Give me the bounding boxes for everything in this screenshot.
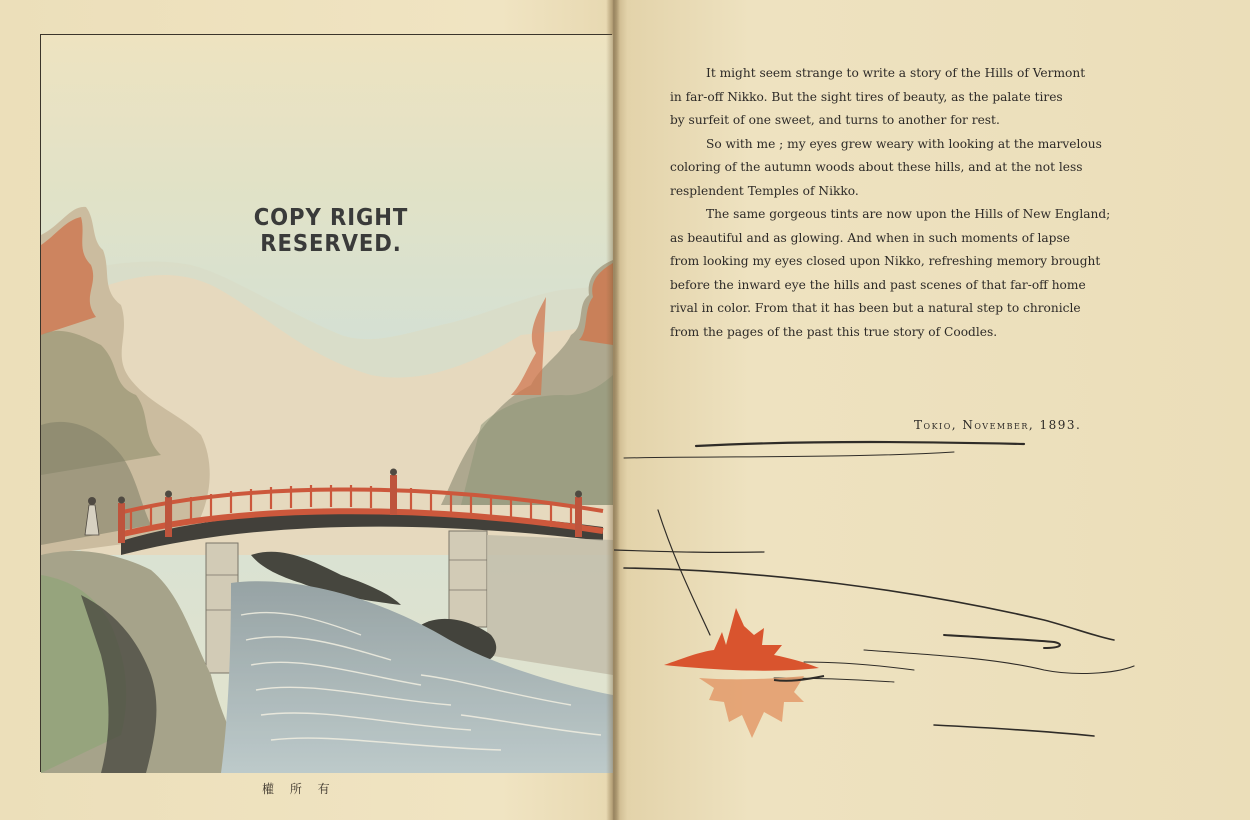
preface-paragraph-1: [670, 62, 1170, 133]
preface-paragraph-3: [670, 203, 1170, 344]
maple-leaf-icon: [664, 608, 819, 671]
left-page: [0, 0, 612, 820]
signature-dateline: Tokio, November, 1893.: [914, 418, 1082, 432]
text-line: from looking my eyes closed upon Nikko, refreshing memory brought: [670, 254, 1101, 268]
text-line: The same gorgeous tints are now upon the Hills of New England;: [706, 207, 1111, 221]
text-line: from the pages of the past this true story of Coodles.: [670, 324, 998, 339]
illustration-frame: [40, 34, 612, 772]
text-line: coloring of the autumn woods about these hills, and at the not less: [670, 160, 1083, 174]
text-line: resplendent Temples of Nikko.: [670, 183, 859, 198]
preface-text: [670, 62, 1170, 344]
preface-paragraph-2: [670, 133, 1170, 204]
shinkyo-bridge-illustration: [41, 35, 613, 773]
text-line: before the inward eye the hills and past scenes of that far-off home: [670, 277, 1086, 292]
text-line: by surfeit of one sweet, and turns to another for rest.: [670, 113, 1000, 127]
text-line: as beautiful and as glowing. And when in such moments of lapse: [670, 230, 1070, 245]
text-line: rival in color. From that it has been but a natural step to chronicle: [670, 301, 1081, 315]
maple-leaf-on-water-illustration: [614, 430, 1250, 760]
text-line: So with me ; my eyes grew weary with looking at the marvelous: [706, 136, 1102, 151]
japanese-copyright-seal: 權 所 有: [262, 782, 336, 796]
text-line: It might seem strange to write a story of the Hills of Vermont: [706, 66, 1086, 80]
text-line: in far-off Nikko. But the sight tires of beauty, as the palate tires: [670, 89, 1063, 104]
right-page: [614, 0, 1250, 820]
copyright-heading: COPY RIGHT RESERVED.: [253, 205, 409, 257]
